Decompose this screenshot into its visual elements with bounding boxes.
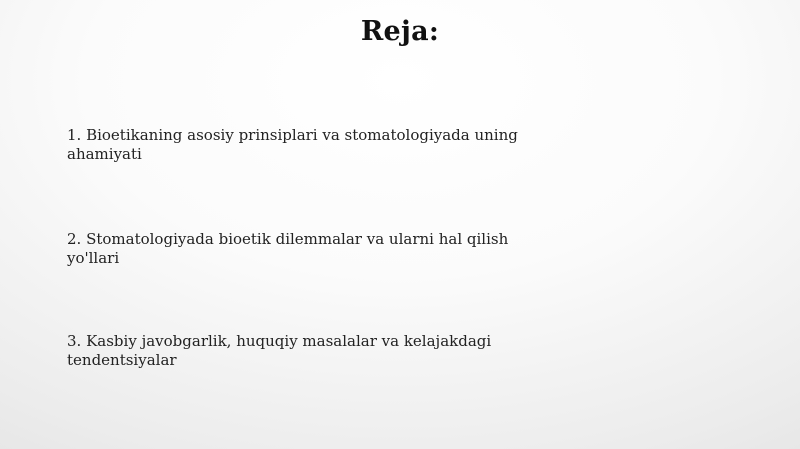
- plan-item-3: 3. Kasbiy javobgarlik, huquqiy masalalar va kelajakdagi tendentsiyalar: [67, 332, 492, 369]
- plan-item-1: 1. Bioetikaning asosiy prinsiplari va stomatologiyada uning ahamiyati: [67, 126, 518, 163]
- plan-item-2: 2. Stomatologiyada bioetik dilemmalar va ularni hal qilish yo'llari: [67, 230, 509, 267]
- slide-title: Reja:: [360, 16, 440, 47]
